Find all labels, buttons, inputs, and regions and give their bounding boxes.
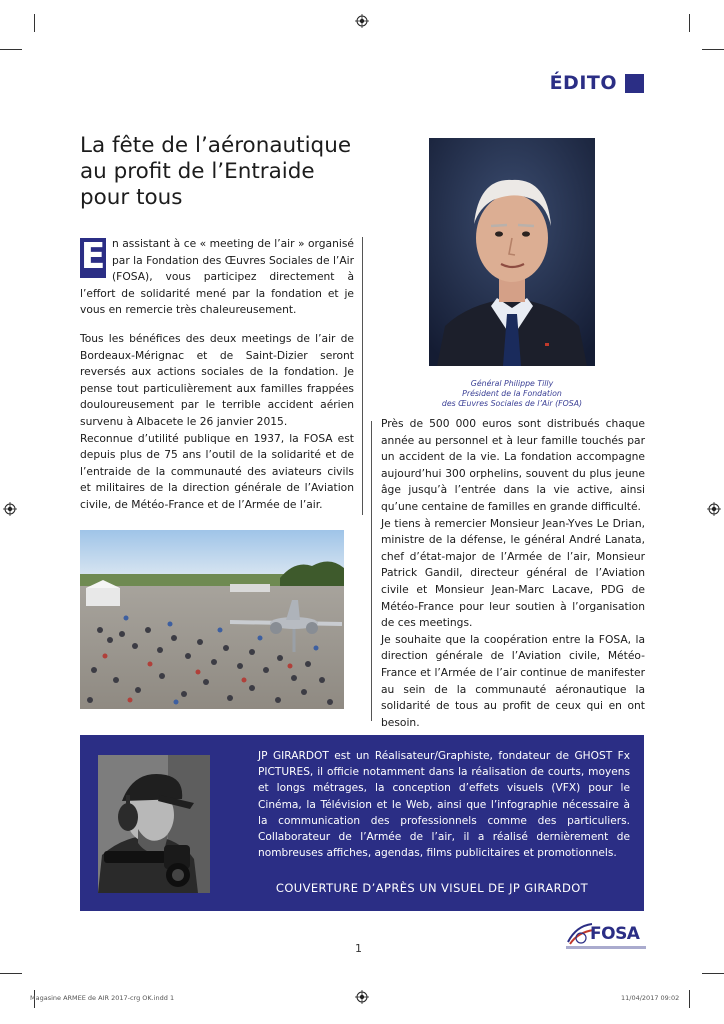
drop-cap: E [80, 236, 106, 277]
logo-text: FOSA [590, 924, 640, 944]
caption-line: Général Philippe Tilly [470, 379, 554, 388]
intro-text: n assistant à ce « meeting de l’air » organisé par la Fondation des Œuvres Sociales de l’Air (FOSA), vous participez directement à l’effort de solidarité mené par la fondation et je vous en remercie très chaleureusement. [80, 237, 354, 317]
crop-mark [689, 14, 690, 32]
left-column [80, 236, 354, 526]
right-column [381, 416, 645, 731]
caption-line: des Œuvres Sociales de l’Air (FOSA) [441, 399, 583, 408]
body-paragraph: Près de 500 000 euros sont distribués chaque année au personnel et à leur famille touchés par un accident de la vie. La fondation accompagne aujourd’hui 300 orphelins, souvent du plus jeune âge jusqu’à l’entrée dans la vie active, ainsi qu’une centaine de familles en grande difficulté. [381, 417, 645, 513]
crop-mark [702, 973, 724, 974]
fosa-logo [566, 918, 646, 954]
crop-mark [34, 14, 35, 32]
footer-date: 11/04/2017 09:02 [621, 994, 680, 1002]
body-paragraph: Reconnue d’utilité publique en 1937, la FOSA est depuis plus de 75 ans l’outil de la solidarité et de l’entraide de la communauté des aviateurs civils et militaires de la direction générale de l’Aviation civile, de Météo-France et de l’Armée de l’air. [80, 431, 354, 511]
bio-text: JP GIRARDOT est un Réalisateur/Graphiste, fondateur de GHOST Fx PICTURES, il officie notamment dans la réalisation de courts, moyens et longs métrages, la conception d’effets visuels (VFX) pour le Cinéma, la Télévision et le Web, ainsi que l’infographie nécessaire à la communication des professionnels comme des particuliers. Collaborateur de l’Armée de l’air, il a réalisé dernièrement de nombreuses affiches, agendas, films publicitaires et promotionnels. [258, 750, 630, 860]
photo-caption [428, 379, 596, 409]
column-divider [362, 237, 363, 515]
body-paragraph: Je souhaite que la coopération entre la FOSA, la direction générale de l’Aviation civile, Météo-France et l’Armée de l’air continue de manifester au sein de la communauté aéronautique la solidarité de tous au profit de ceux qui en ont besoin. [381, 632, 645, 729]
logo-underline [566, 946, 646, 949]
section-label: ÉDITO [549, 72, 617, 94]
registration-mark-icon [355, 14, 369, 28]
registration-mark-icon [3, 502, 17, 516]
page-title [80, 133, 380, 211]
section-header [550, 72, 644, 94]
body-paragraph: Je tiens à remercier Monsieur Jean-Yves Le Drian, ministre de la défense, le général André Lanata, chef d’état-major de l’Armée de l’air, Monsieur Patrick Gandil, directeur général de l’Aviation civile et Monsieur Jean-Marc Lacave, PDG de Météo-France pour leur soutien à l’organisation de ces meetings. [381, 516, 645, 630]
caption-line: Président de la Fondation [462, 389, 562, 398]
title-line: pour tous [80, 185, 183, 210]
registration-mark-icon [355, 990, 369, 1004]
title-line: La fête de l’aéronautique [80, 133, 352, 158]
crop-mark [0, 973, 22, 974]
cover-credit: COUVERTURE D’APRÈS UN VISUEL DE JP GIRARDOT [275, 881, 589, 895]
credits-band [80, 735, 644, 911]
photographer-photo [98, 755, 210, 893]
crop-mark [0, 49, 22, 50]
registration-mark-icon [707, 502, 721, 516]
title-line: au profit de l’Entraide [80, 159, 315, 184]
airshow-photo [80, 530, 344, 709]
footer-file: Magasine ARMEE de AIR 2017-crg OK.indd 1 [30, 994, 175, 1002]
intro-paragraph [80, 236, 354, 319]
section-square-icon [625, 74, 644, 93]
column-divider [371, 421, 372, 721]
crop-mark [689, 990, 690, 1008]
page-number: 1 [355, 942, 362, 955]
portrait-photo [429, 138, 595, 366]
body-paragraph: Tous les bénéfices des deux meetings de l’air de Bordeaux-Mérignac et de Saint-Dizier seront reversés aux actions sociales de la fondation. Je pense tout particulièrement aux familles frappées douloureusement par le terrible accident aérien survenu à Albacete le 26 janvier 2015. [80, 331, 354, 428]
crop-mark [702, 49, 724, 50]
